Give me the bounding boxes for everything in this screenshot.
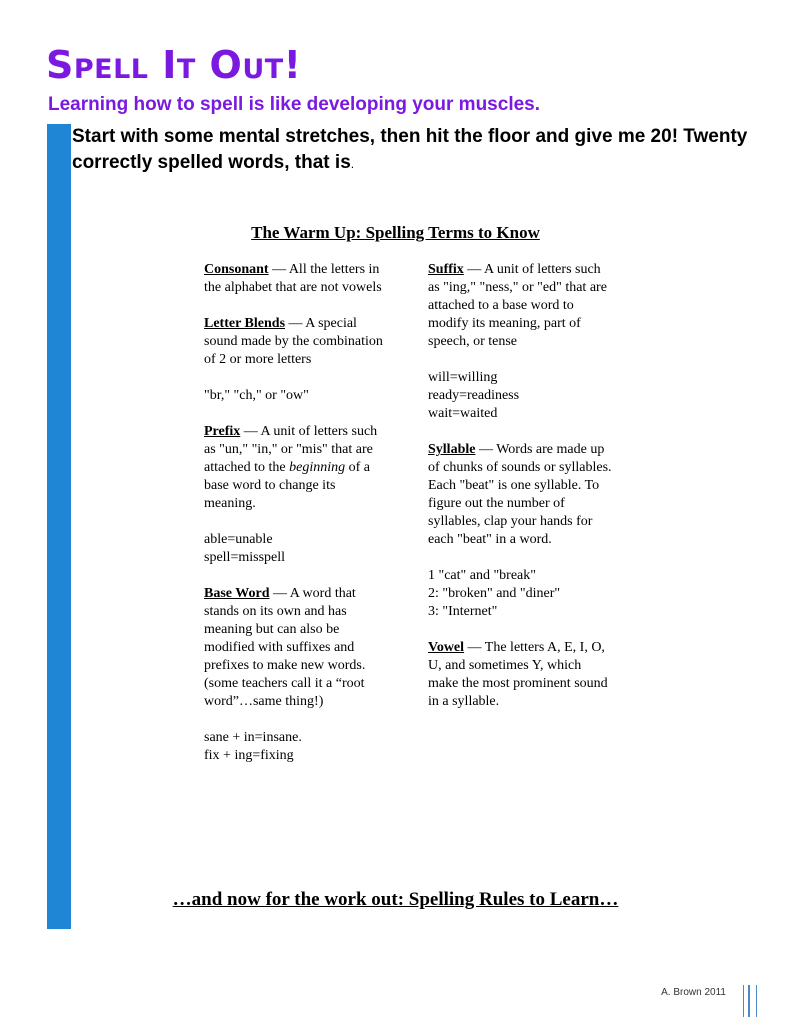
term-base-word-definition: — A word that stands on its own and has meaning but can also be modified with suffixes and prefixes to make new words. (some teachers call it a “root word”…same thing!): [204, 586, 366, 709]
term-suffix: [428, 261, 613, 351]
intro-tail: .: [350, 157, 355, 171]
term-letter-blends-name: Letter Blends: [204, 316, 286, 331]
term-base-word: [204, 585, 389, 711]
term-vowel-definition: — The letters A, E, I, O, U, and sometimes Y, which make the most prominent sound in a syllable.: [428, 640, 608, 709]
footer-author: A. Brown 2011: [661, 987, 726, 998]
term-letter-blends: [204, 315, 389, 369]
term-suffix-name: Suffix: [428, 262, 464, 277]
workout-heading: …and now for the work out: Spelling Rules to Learn…: [172, 889, 619, 910]
sidebar-accent-bar: [47, 124, 71, 929]
term-syllable-definition: — Words are made up of chunks of sounds or syllables. Each "beat" is one syllable. To figure out the number of syllables, clap your hands for each "beat" in a word.: [428, 442, 612, 547]
term-prefix-definition-emphasis: beginning: [289, 460, 346, 475]
example-line: sane + in=insane.: [204, 730, 302, 745]
example-line: ready=readiness: [428, 388, 520, 403]
terms-column-right: [428, 261, 613, 729]
term-syllable-examples: [428, 567, 613, 621]
term-letter-blends-definition: — A special sound made by the combination of 2 or more letters: [204, 316, 383, 367]
example-line: 2: "broken" and "diner": [428, 586, 561, 601]
term-vowel: [428, 639, 613, 711]
term-base-word-examples: [204, 729, 389, 765]
term-vowel-name: Vowel: [428, 640, 465, 655]
term-suffix-examples: [428, 369, 613, 423]
example-line: 1 "cat" and "break": [428, 568, 536, 583]
term-prefix: [204, 423, 389, 513]
term-prefix-definition-after: of a base word to change its meaning.: [204, 460, 371, 511]
term-consonant: [204, 261, 389, 297]
term-suffix-definition: — A unit of letters such as "ing," "ness," or "ed" that are attached to a base word to modify its meaning, part of speech, or tense: [428, 262, 607, 349]
page-title: Spell It Out!: [46, 43, 302, 87]
term-consonant-definition: — All the letters in the alphabet that are not vowels: [204, 262, 382, 295]
footer-decorative-lines: [743, 985, 757, 1017]
terms-column-left: [204, 261, 389, 783]
intro-main: Start with some mental stretches, then hit the floor and give me 20! Twenty correctly spelled words, that is: [72, 126, 748, 173]
term-letter-blends-example: "br," "ch," or "ow": [204, 388, 309, 403]
example-line: 3: "Internet": [428, 604, 498, 619]
example-line: wait=waited: [428, 406, 498, 421]
example-line: fix + ing=fixing: [204, 748, 294, 763]
term-consonant-name: Consonant: [204, 262, 269, 277]
warmup-heading: The Warm Up: Spelling Terms to Know: [251, 223, 540, 242]
term-prefix-name: Prefix: [204, 424, 241, 439]
example-line: able=unable: [204, 532, 273, 547]
term-prefix-examples: [204, 531, 389, 567]
term-base-word-name: Base Word: [204, 586, 270, 601]
term-syllable-name: Syllable: [428, 442, 476, 457]
example-line: spell=misspell: [204, 550, 286, 565]
example-line: will=willing: [428, 370, 498, 385]
intro-text: [72, 124, 772, 177]
term-prefix-definition-before: — A unit of letters such as "un," "in," or "mis" that are attached to the: [204, 424, 378, 475]
page-subtitle: Learning how to spell is like developing your muscles.: [48, 94, 541, 115]
term-syllable: [428, 441, 613, 549]
